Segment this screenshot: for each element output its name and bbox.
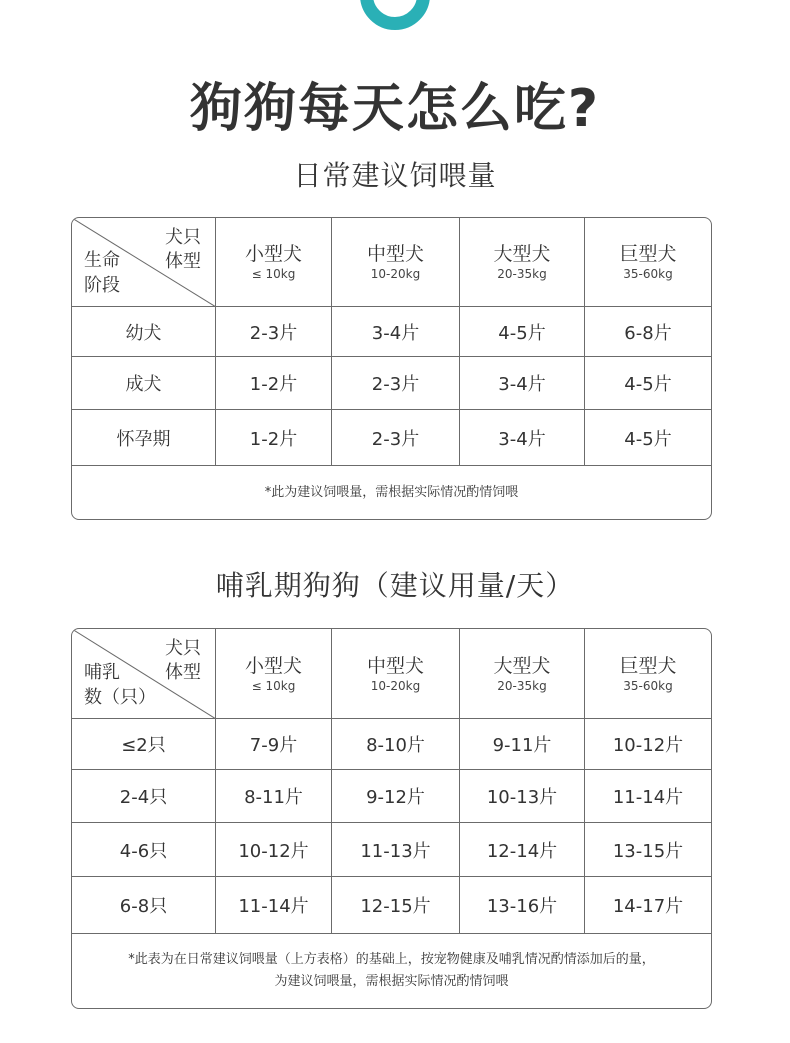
column-name: 巨型犬 xyxy=(619,243,677,265)
table-cell: 4-5片 xyxy=(460,307,585,357)
column-name: 巨型犬 xyxy=(619,654,677,677)
table2-section-title: 哺乳期狗狗（建议用量/天） xyxy=(215,569,575,602)
row-label: 成犬 xyxy=(72,357,216,410)
daily-feeding-table xyxy=(71,217,712,520)
column-name: 小型犬 xyxy=(244,243,302,265)
column-range: 10-20kg xyxy=(370,267,421,281)
table-cell: 8-11片 xyxy=(216,770,332,823)
table-cell: 1-2片 xyxy=(216,410,332,466)
column-header xyxy=(216,629,332,719)
table-cell: 13-16片 xyxy=(460,877,585,934)
note-line: 为建议饲喂量，需根据实际情况酌情饲喂 xyxy=(274,974,509,989)
table-cell: 14-17片 xyxy=(585,877,711,934)
nursing-feeding-table xyxy=(71,628,712,1009)
column-range: 20-35kg xyxy=(497,267,547,281)
column-name: 大型犬 xyxy=(493,654,551,677)
column-header xyxy=(585,629,711,719)
table-corner-header xyxy=(72,218,216,307)
table-cell: 3-4片 xyxy=(460,410,585,466)
table-cell: 10-12片 xyxy=(216,823,332,877)
teal-ring-decoration xyxy=(360,0,430,30)
column-name: 中型犬 xyxy=(366,654,424,677)
corner-label: 体型 xyxy=(165,251,201,272)
table-cell: 11-13片 xyxy=(332,823,460,877)
table-cell: 6-8片 xyxy=(585,307,711,357)
page-title: 狗狗每天怎么吃? xyxy=(189,79,601,139)
table1-section-title: 日常建议饲喂量 xyxy=(293,159,497,192)
corner-label: 犬只 xyxy=(165,638,201,659)
table-cell: 7-9片 xyxy=(216,719,332,770)
column-name: 大型犬 xyxy=(493,243,551,265)
column-header xyxy=(216,218,332,307)
column-range: 35-60kg xyxy=(623,678,673,693)
table-cell: 4-5片 xyxy=(585,357,711,410)
table-cell: 8-10片 xyxy=(332,719,460,770)
table-note xyxy=(72,934,711,1008)
corner-bottom-left xyxy=(84,660,156,710)
column-header xyxy=(332,629,460,719)
corner-label: 数（只） xyxy=(84,687,156,708)
row-label: 怀孕期 xyxy=(72,410,216,466)
corner-bottom-left xyxy=(84,248,120,298)
column-range: ≤ 10kg xyxy=(251,678,296,693)
table-cell: 13-15片 xyxy=(585,823,711,877)
row-label: 6-8只 xyxy=(72,877,216,934)
row-label: 4-6只 xyxy=(72,823,216,877)
note-line: *此表为在日常建议饲喂量（上方表格）的基础上，按宠物健康及哺乳情况酌情添加后的量， xyxy=(128,952,655,967)
table-cell: 2-3片 xyxy=(332,357,460,410)
column-header xyxy=(332,218,460,307)
table-cell: 3-4片 xyxy=(332,307,460,357)
table-cell: 2-3片 xyxy=(332,410,460,466)
corner-label: 哺乳 xyxy=(84,662,120,683)
column-header xyxy=(460,218,585,307)
table-cell: 1-2片 xyxy=(216,357,332,410)
table-cell: 12-14片 xyxy=(460,823,585,877)
corner-label: 体型 xyxy=(165,662,201,683)
table-cell: 12-15片 xyxy=(332,877,460,934)
column-name: 中型犬 xyxy=(366,243,424,265)
table-cell: 4-5片 xyxy=(585,410,711,466)
column-range: 35-60kg xyxy=(623,267,673,281)
column-range: 10-20kg xyxy=(370,678,421,693)
column-range: ≤ 10kg xyxy=(251,267,296,281)
corner-label: 阶段 xyxy=(84,275,120,296)
row-label: 2-4只 xyxy=(72,770,216,823)
column-header xyxy=(460,629,585,719)
column-name: 小型犬 xyxy=(244,654,302,677)
table-corner-header xyxy=(72,629,216,719)
table-cell: 9-11片 xyxy=(460,719,585,770)
table-cell: 2-3片 xyxy=(216,307,332,357)
corner-label: 生命 xyxy=(84,250,120,271)
column-header xyxy=(585,218,711,307)
corner-top-right xyxy=(165,226,201,274)
table-cell: 11-14片 xyxy=(216,877,332,934)
table-cell: 11-14片 xyxy=(585,770,711,823)
table-cell: 10-13片 xyxy=(460,770,585,823)
note-line: *此为建议饲喂量，需根据实际情况酌情饲喂 xyxy=(264,484,519,500)
table-cell: 10-12片 xyxy=(585,719,711,770)
column-range: 20-35kg xyxy=(497,678,547,693)
corner-label: 犬只 xyxy=(165,227,201,248)
corner-top-right xyxy=(165,637,201,685)
table-cell: 9-12片 xyxy=(332,770,460,823)
row-label: ≤2只 xyxy=(72,719,216,770)
table-note xyxy=(72,466,711,519)
row-label: 幼犬 xyxy=(72,307,216,357)
table-cell: 3-4片 xyxy=(460,357,585,410)
